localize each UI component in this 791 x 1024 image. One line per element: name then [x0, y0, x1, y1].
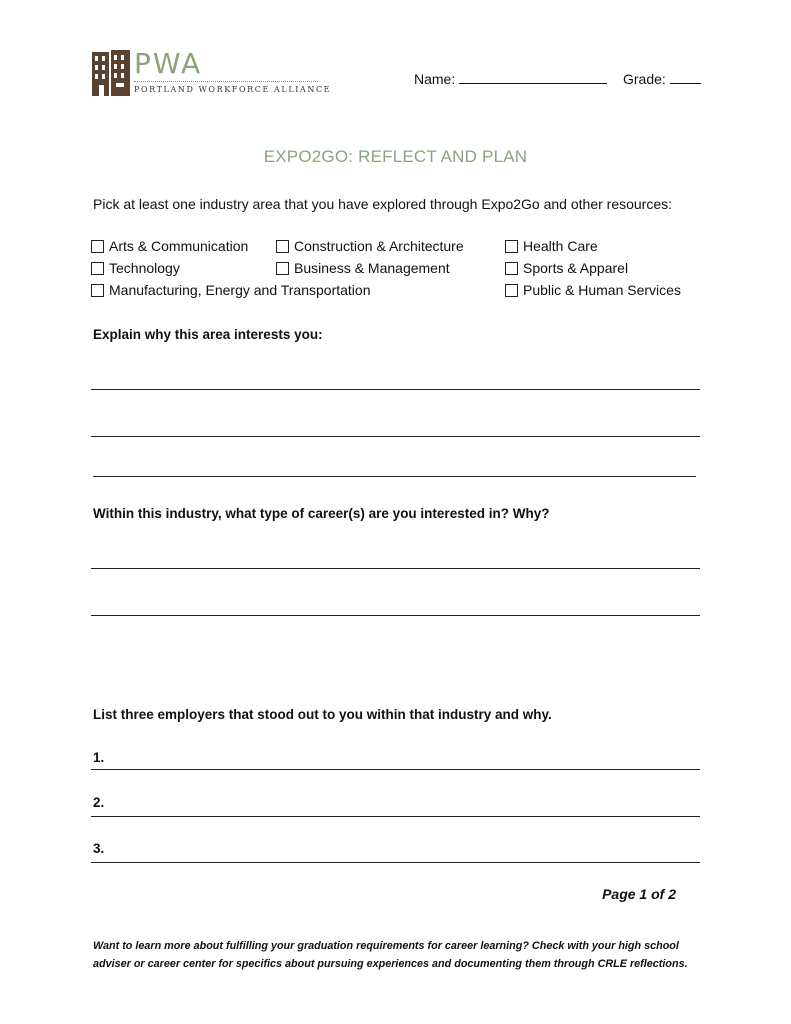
logo-subtitle: PORTLAND WORKFORCE ALLIANCE	[134, 85, 332, 94]
instruction-text: Pick at least one industry area that you have explored through Expo2Go and other resources:	[93, 196, 673, 212]
name-label: Name:	[414, 71, 456, 87]
name-blank[interactable]	[459, 69, 607, 84]
checkbox-technology[interactable]: Technology	[91, 260, 180, 276]
logo-divider	[134, 81, 318, 82]
employer-line-3[interactable]	[91, 862, 700, 863]
checkbox-health-care[interactable]: Health Care	[505, 238, 598, 254]
question-interest: Explain why this area interests you:	[93, 327, 323, 342]
checkbox-icon[interactable]	[91, 262, 104, 275]
answer-line[interactable]	[91, 568, 700, 569]
checkbox-manufacturing-energy-transportation[interactable]: Manufacturing, Energy and Transportation	[91, 282, 371, 298]
employer-number-3: 3.	[93, 841, 105, 856]
employer-number-1: 1.	[93, 750, 105, 765]
checkbox-arts-communication[interactable]: Arts & Communication	[91, 238, 248, 254]
answer-line[interactable]	[91, 436, 700, 437]
grade-field[interactable]	[623, 69, 701, 87]
checkbox-construction-architecture[interactable]: Construction & Architecture	[276, 238, 464, 254]
employer-line-2[interactable]	[91, 816, 700, 817]
checkbox-icon[interactable]	[91, 284, 104, 297]
checkbox-icon[interactable]	[276, 240, 289, 253]
name-field[interactable]	[414, 69, 607, 87]
answer-line[interactable]	[93, 476, 696, 477]
checkbox-icon[interactable]	[505, 284, 518, 297]
page-title: EXPO2GO: REFLECT AND PLAN	[263, 147, 528, 166]
page-number: Page 1 of 2	[602, 886, 676, 902]
employer-number-2: 2.	[93, 795, 105, 810]
checkbox-icon[interactable]	[91, 240, 104, 253]
answer-line[interactable]	[91, 615, 700, 616]
checkbox-icon[interactable]	[505, 240, 518, 253]
pwa-logo	[92, 47, 332, 98]
question-employers: List three employers that stood out to you within that industry and why.	[93, 707, 552, 722]
grade-blank[interactable]	[670, 69, 701, 84]
checkbox-sports-apparel[interactable]: Sports & Apparel	[505, 260, 628, 276]
logo-brand: PWA	[134, 47, 203, 80]
grade-label: Grade:	[623, 71, 666, 87]
checkbox-public-human-services[interactable]: Public & Human Services	[505, 282, 681, 298]
checkbox-icon[interactable]	[505, 262, 518, 275]
answer-line[interactable]	[91, 389, 700, 390]
question-career: Within this industry, what type of career(s) are you interested in? Why?	[93, 506, 550, 521]
employer-line-1[interactable]	[91, 769, 700, 770]
checkbox-business-management[interactable]: Business & Management	[276, 260, 450, 276]
footer-note: Want to learn more about fulfilling your graduation requirements for career learning? Check with your high school adviser or career center for specifics about pursuing experiences and documenting them through CRLE reflections.	[93, 940, 688, 970]
building-logo-icon	[92, 50, 130, 96]
checkbox-icon[interactable]	[276, 262, 289, 275]
